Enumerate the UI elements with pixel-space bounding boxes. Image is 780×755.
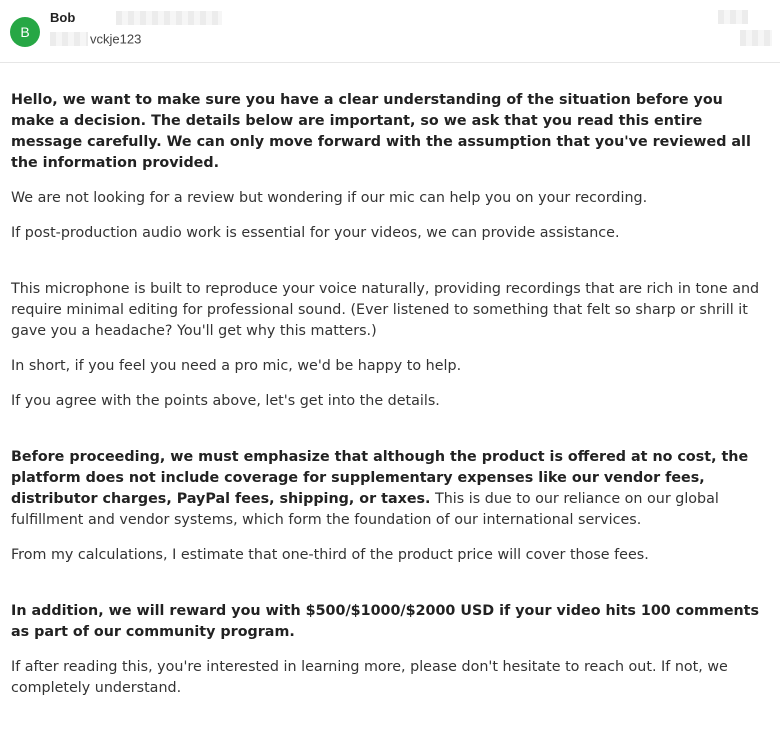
fees-notice-bold: Before proceeding, we must emphasize that although the product is offered at no cost, the platform does not include coverage for supplementary expenses like our vendor fees, distributor charges, PayPal fees, shipping, or taxes.	[11, 449, 749, 507]
message-paragraph-fees	[11, 447, 769, 531]
sender-avatar[interactable]: B	[10, 17, 40, 47]
message-paragraph: This microphone is built to reproduce your voice naturally, providing recordings that are rich in tone and require minimal editing for professional sound. (Ever listened to something that felt so sharp or shrill it gave you a headache? You'll get why this matters.)	[11, 281, 760, 339]
fees-notice-rest: This is due to our reliance on our global fulfillment and vendor systems, which form the foundation of our international services.	[11, 491, 719, 528]
redacted-actions	[740, 30, 772, 46]
message-paragraph: In short, if you feel you need a pro mic, we'd be happy to help.	[11, 358, 462, 374]
message-paragraph: If you agree with the points above, let's get into the details.	[11, 393, 440, 409]
message-paragraph: If after reading this, you're interested in learning more, please don't hesitate to reach out. If not, we completely understand.	[11, 659, 728, 696]
sender-name[interactable]: Bob	[50, 10, 76, 25]
email-header	[0, 0, 780, 63]
redacted-sender-info	[116, 11, 222, 25]
sender-address[interactable]: vckje123	[90, 31, 142, 47]
message-body	[11, 90, 769, 713]
message-paragraph-intro: Hello, we want to make sure you have a clear understanding of the situation before you make a decision. The details below are important, so we ask that you read this entire message carefully. We can only move forward with the assumption that you've reviewed all the information provided.	[11, 92, 751, 171]
sender-address-line	[50, 30, 141, 46]
message-paragraph: From my calculations, I estimate that one-third of the product price will cover those fees.	[11, 547, 649, 563]
redacted-timestamp	[718, 10, 748, 24]
message-paragraph: If post-production audio work is essential for your videos, we can provide assistance.	[11, 225, 620, 241]
redacted-address-prefix	[50, 32, 88, 46]
message-paragraph: We are not looking for a review but wondering if our mic can help you on your recording.	[11, 190, 648, 206]
message-paragraph-reward: In addition, we will reward you with $500/$1000/$2000 USD if your video hits 100 comments as part of our community program.	[11, 603, 760, 640]
